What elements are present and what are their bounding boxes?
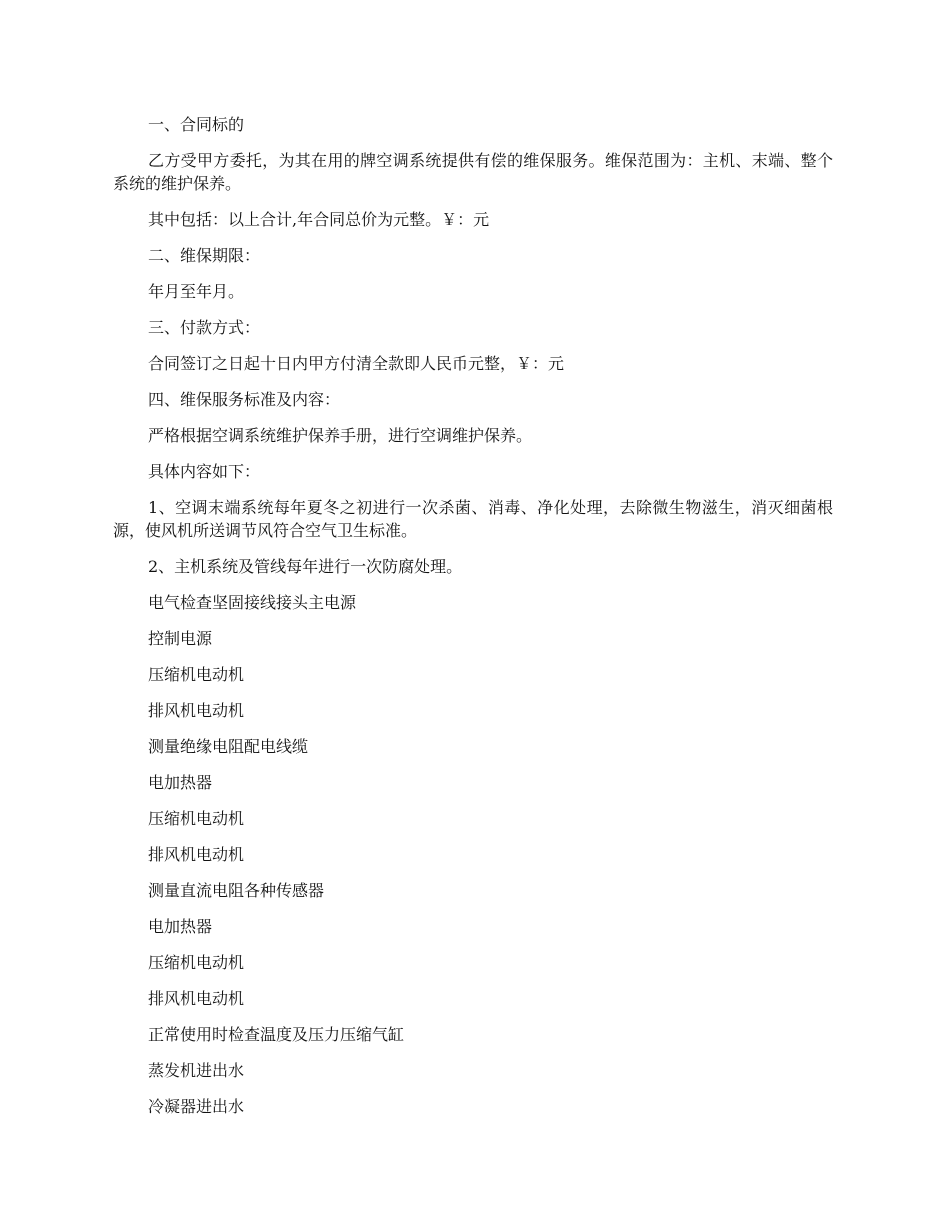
list-item-control-power: 控制电源 [148,629,213,648]
paragraph-details-intro: 具体内容如下： [148,462,261,481]
paragraph-payment-terms: 合同签订之日起十日内甲方付清全款即人民币元整，￥：元 [148,354,565,373]
list-item-temperature-pressure-check: 正常使用时检查温度及压力压缩气缸 [148,1025,405,1044]
list-item-exhaust-fan-motor-3: 排风机电动机 [148,989,245,1008]
paragraph-period-dates: 年月至年月。 [148,282,245,301]
paragraph-contract-price: 其中包括：以上合计,年合同总价为元整。￥：元 [148,210,490,229]
section-heading-contract-subject: 一、合同标的 [148,115,245,134]
list-item-electric-heater-2: 电加热器 [148,917,213,936]
list-item-compressor-motor: 压缩机电动机 [148,665,245,684]
section-heading-payment-method: 三、付款方式： [148,318,261,337]
document-body [113,113,833,1131]
list-item-electric-heater: 电加热器 [148,773,213,792]
paragraph-manual-reference: 严格根据空调系统维护保养手册，进行空调维护保养。 [148,426,533,445]
list-item-exhaust-fan-motor-2: 排风机电动机 [148,845,245,864]
list-item-compressor-motor-2: 压缩机电动机 [148,809,245,828]
list-item-insulation-resistance: 测量绝缘电阻配电线缆 [148,737,309,756]
section-heading-service-standards: 四、维保服务标准及内容： [148,390,341,409]
list-item-terminal-disinfection: 1、空调末端系统每年夏冬之初进行一次杀菌、消毒、净化处理，去除微生物滋生，消灭细菌根源，使风机所送调节风符合空气卫生标准。 [113,498,833,540]
list-item-anticorrosion: 2、主机系统及管线每年进行一次防腐处理。 [148,557,463,576]
list-item-condenser-water: 冷凝器进出水 [148,1097,245,1116]
list-item-electrical-check: 电气检查坚固接线接头主电源 [148,593,357,612]
list-item-dc-resistance: 测量直流电阻各种传感器 [148,881,325,900]
list-item-compressor-motor-3: 压缩机电动机 [148,953,245,972]
paragraph-service-scope: 乙方受甲方委托，为其在用的牌空调系统提供有偿的维保服务。维保范围为：主机、末端、整个系统的维护保养。 [113,151,833,193]
list-item-exhaust-fan-motor: 排风机电动机 [148,701,245,720]
section-heading-maintenance-period: 二、维保期限： [148,246,261,265]
list-item-evaporator-water: 蒸发机进出水 [148,1061,245,1080]
